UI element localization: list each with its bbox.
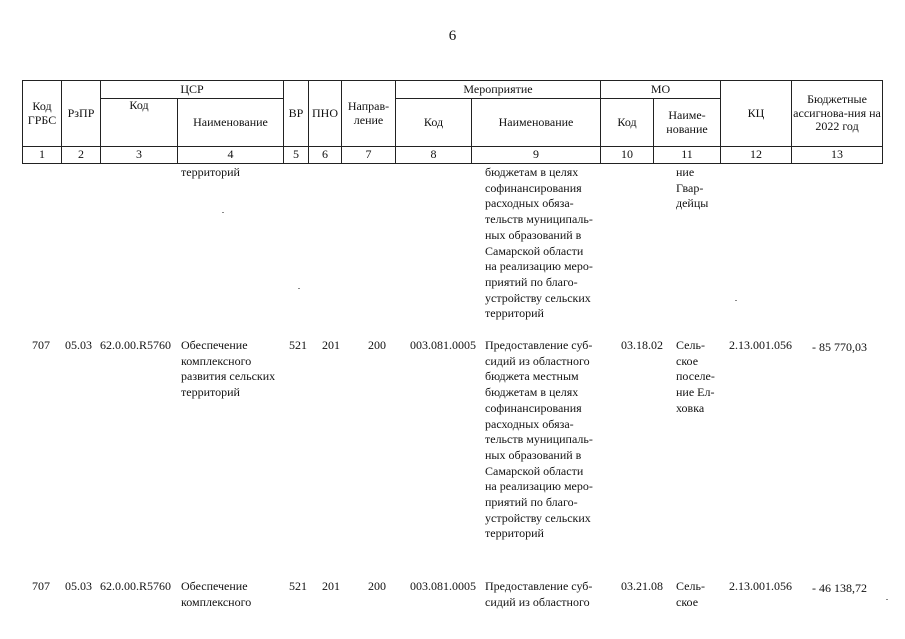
scan-speck (886, 599, 888, 600)
scan-speck (298, 288, 300, 289)
col-number: 3 (101, 147, 178, 164)
cell-pno: 201 (322, 579, 340, 593)
cell-grbs: 707 (32, 338, 50, 352)
col-number: 5 (284, 147, 309, 164)
table-body (22, 163, 882, 639)
cell-pno: 201 (322, 338, 340, 352)
cell-event-kod: 003.081.0005 (410, 338, 476, 352)
header-vr: ВР (284, 81, 309, 147)
cell-kc: 2.13.001.056 (729, 338, 792, 352)
cell-event-kod: 003.081.0005 (410, 579, 476, 593)
header-kod-grbs: Код ГРБС (23, 81, 62, 147)
header-budget: Бюджетные ассигнова-ния на 2022 год (792, 81, 883, 147)
cell-rzpr: 05.03 (65, 338, 92, 352)
cell-sum: - 85 770,03 (812, 340, 867, 354)
col-number: 4 (178, 147, 284, 164)
header-mo-kod: Код (601, 99, 654, 147)
cell-sum: - 46 138,72 (812, 581, 867, 595)
header-direction: Направ-ление (342, 81, 396, 147)
table-header (22, 80, 883, 164)
cell-csr: 62.0.00.R5760 (100, 579, 172, 593)
cell-direction: 200 (368, 579, 386, 593)
col-number: 9 (472, 147, 601, 164)
header-event-name: Наименование (472, 99, 601, 147)
cont-mo-name: ние Гвар- дейцы (676, 165, 709, 211)
column-number-row (23, 147, 883, 164)
header-kc: КЦ (721, 81, 792, 147)
cell-event-name: Предоставление суб- сидий из областного (485, 579, 593, 609)
cell-csr: 62.0.00.R5760 (100, 338, 172, 352)
col-number: 1 (23, 147, 62, 164)
cell-name: Обеспечение комплексного развития сельских территорий (181, 338, 276, 400)
cell-mo-kod: 03.21.08 (621, 579, 663, 593)
header-event: Мероприятие (396, 81, 601, 99)
cell-rzpr: 05.03 (65, 579, 92, 593)
col-number: 2 (62, 147, 101, 164)
cont-event-name: бюджетам в целях софинансирования расходных обяза- тельств муниципаль- ных образований в Самарской области на реализацию меро- приятий по благо- устройству сельских территорий (485, 165, 593, 321)
cell-mo-name: Сель- ское поселе- ние Ел- ховка (676, 338, 715, 415)
cont-name: территорий (181, 165, 240, 179)
page-number: 6 (448, 28, 457, 44)
cell-kc: 2.13.001.056 (729, 579, 792, 593)
header-mo-name: Наиме-нование (654, 99, 721, 147)
col-number: 13 (792, 147, 883, 164)
cell-mo-name: Сель- ское (676, 579, 705, 609)
col-number: 11 (654, 147, 721, 164)
cell-name: Обеспечение комплексного (181, 579, 252, 609)
header-csr-kod: Код (101, 99, 178, 147)
header-csr-name: Наименование (178, 99, 284, 147)
header-rzpr: РзПР (62, 81, 101, 147)
cell-event-name: Предоставление суб- сидий из областного бюджета местным бюджетам в целях софинансирования расходных обяза- тельств муниципаль- ных образований в Самарской области на реализацию меро- приятий по благо- устройству сельских территорий (485, 338, 593, 541)
col-number: 6 (309, 147, 342, 164)
col-number: 12 (721, 147, 792, 164)
cell-vr: 521 (289, 338, 307, 352)
col-number: 7 (342, 147, 396, 164)
col-number: 10 (601, 147, 654, 164)
header-event-kod: Код (396, 99, 472, 147)
cell-mo-kod: 03.18.02 (621, 338, 663, 352)
header-csr: ЦСР (101, 81, 284, 99)
cell-vr: 521 (289, 579, 307, 593)
col-number: 8 (396, 147, 472, 164)
scan-speck (222, 212, 224, 213)
cell-direction: 200 (368, 338, 386, 352)
header-pno: ПНО (309, 81, 342, 147)
header-mo: МО (601, 81, 721, 99)
cell-grbs: 707 (32, 579, 50, 593)
scan-speck (735, 300, 737, 301)
